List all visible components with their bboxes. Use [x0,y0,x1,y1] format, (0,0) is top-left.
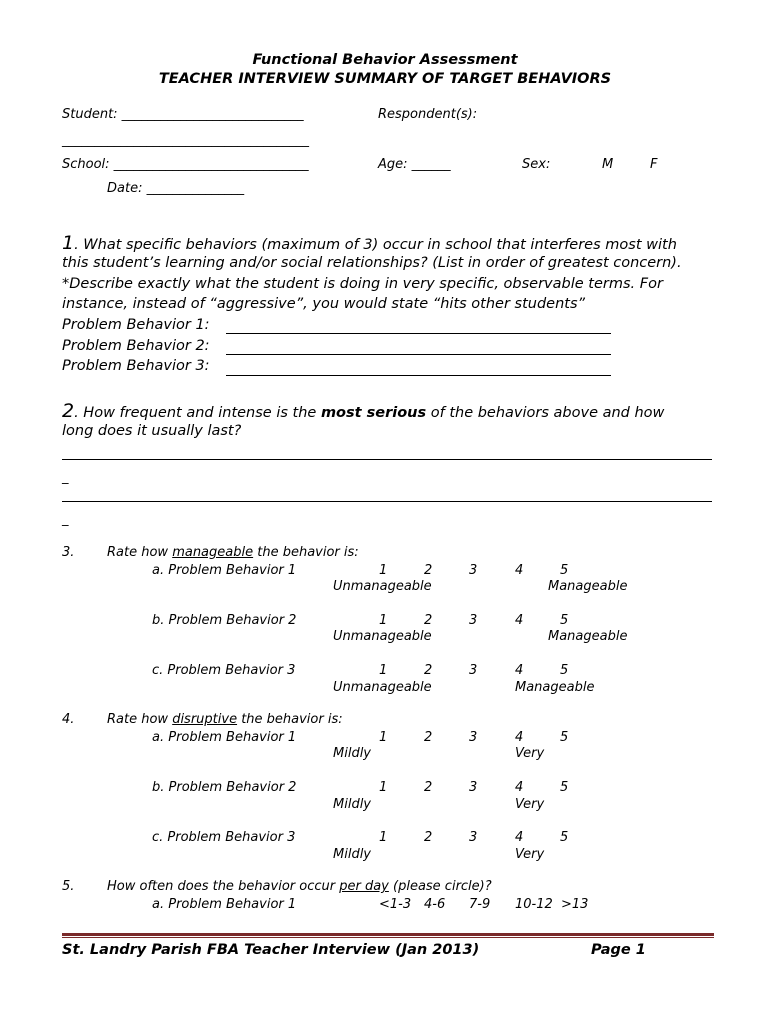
rating-4[interactable]: 4 [515,663,524,678]
student-field[interactable]: Student: ____________________________ [62,107,304,122]
school-field[interactable]: School: ______________________________ [62,157,309,172]
rating-1[interactable]: 1 [379,663,388,678]
sex-label: Sex: [522,157,551,172]
scale-low-label: Mildly [333,797,371,812]
question-5-number: 5. [62,879,75,894]
question-2-number: 2 [62,400,75,422]
rating-2[interactable]: 2 [424,730,433,745]
question-1-line-2: this student’s learning and/or social relationships? (List in order of greatest concern). [62,255,682,271]
problem-behavior-1-label: Problem Behavior 1: [62,317,210,333]
date-field[interactable]: Date: _______________ [107,181,245,196]
scale-low-label: Unmanageable [333,680,432,695]
answer-line-2[interactable] [62,501,712,502]
item-label: c. Problem Behavior 3 [152,830,296,845]
rating-3[interactable]: 3 [469,780,478,795]
question-1-line-1 [62,232,677,254]
problem-behavior-2-label: Problem Behavior 2: [62,338,210,354]
question-3-keyword: manageable [172,545,254,560]
sex-option-m[interactable]: M [602,157,614,172]
respondents-label: Respondent(s): [378,107,478,122]
item-label: a. Problem Behavior 1 [152,563,297,578]
question-4-number: 4. [62,712,75,727]
rating-4[interactable]: 4 [515,780,524,795]
item-label: c. Problem Behavior 3 [152,663,296,678]
problem-behavior-2-line[interactable] [226,354,611,355]
frequency-option-2[interactable]: 4-6 [424,897,446,912]
answer-line-1-dash: _ [62,470,69,485]
rating-1[interactable]: 1 [379,730,388,745]
question-1-number: 1 [62,232,75,254]
rating-2[interactable]: 2 [424,830,433,845]
question-5-pre: How often does the behavior occur [107,879,340,894]
scale-low-label: Mildly [333,746,371,761]
question-3-number: 3. [62,545,75,560]
answer-line-2-dash: _ [62,512,69,527]
question-3-text [107,545,359,560]
rating-2[interactable]: 2 [424,780,433,795]
rating-4[interactable]: 4 [515,730,524,745]
rating-4[interactable]: 4 [515,830,524,845]
question-5-post: (please circle)? [388,879,492,894]
rating-2[interactable]: 2 [424,613,433,628]
rating-4[interactable]: 4 [515,613,524,628]
question-2-prefix: . How frequent and intense is the [74,405,321,421]
scale-high-label: Very [515,797,545,812]
question-4-keyword: disruptive [172,712,238,727]
problem-behavior-1-line[interactable] [226,333,611,334]
rating-5[interactable]: 5 [560,613,569,628]
rating-1[interactable]: 1 [379,563,388,578]
respondents-blank-line[interactable]: ______________________________________ [62,133,309,148]
frequency-option-5[interactable]: >13 [561,897,589,912]
item-label: b. Problem Behavior 2 [152,780,297,795]
answer-line-1[interactable] [62,459,712,460]
question-1-line-3: *Describe exactly what the student is doing in very specific, observable terms. For [62,276,663,292]
rating-2[interactable]: 2 [424,663,433,678]
rating-1[interactable]: 1 [379,830,388,845]
footer-title: St. Landry Parish FBA Teacher Interview (Jan 2013) [62,942,480,958]
rating-5[interactable]: 5 [560,563,569,578]
question-1-text: . What specific behaviors (maximum of 3) occur in school that interferes most with [74,237,677,253]
rating-5[interactable]: 5 [560,830,569,845]
question-4-post: the behavior is: [237,712,343,727]
frequency-option-3[interactable]: 7-9 [469,897,491,912]
question-2-line-1 [62,400,664,422]
question-2-emphasis: most serious [320,405,427,421]
age-field[interactable]: Age: ______ [378,157,451,172]
scale-low-label: Unmanageable [333,579,432,594]
item-label: b. Problem Behavior 2 [152,613,297,628]
page-number: Page 1 [591,942,646,958]
scale-high-label: Manageable [548,629,628,644]
rating-3[interactable]: 3 [469,730,478,745]
rating-3[interactable]: 3 [469,830,478,845]
form-subtitle: TEACHER INTERVIEW SUMMARY OF TARGET BEHAVIORS [158,71,612,87]
rating-4[interactable]: 4 [515,563,524,578]
rating-5[interactable]: 5 [560,780,569,795]
scale-low-label: Unmanageable [333,629,432,644]
question-4-text [107,712,343,727]
rating-5[interactable]: 5 [560,730,569,745]
frequency-option-4[interactable]: 10-12 [515,897,553,912]
question-2-suffix: of the behaviors above and how [426,405,665,421]
item-label: a. Problem Behavior 1 [152,730,297,745]
scale-high-label: Very [515,847,545,862]
footer-rule-thin [62,937,714,938]
question-5-keyword: per day [339,879,389,894]
frequency-option-1[interactable]: <1-3 [379,897,412,912]
footer-rule-thick [62,933,714,936]
scale-low-label: Mildly [333,847,371,862]
question-5-text [107,879,492,894]
question-2-line-2: long does it usually last? [62,423,242,439]
rating-1[interactable]: 1 [379,780,388,795]
question-4-pre: Rate how [107,712,173,727]
form-title: Functional Behavior Assessment [252,52,518,68]
sex-option-f[interactable]: F [650,157,658,172]
rating-2[interactable]: 2 [424,563,433,578]
problem-behavior-3-label: Problem Behavior 3: [62,358,210,374]
scale-high-label: Manageable [548,579,628,594]
rating-3[interactable]: 3 [469,663,478,678]
question-3-post: the behavior is: [253,545,359,560]
scale-high-label: Very [515,746,545,761]
question-5-item-a-label: a. Problem Behavior 1 [152,897,297,912]
rating-5[interactable]: 5 [560,663,569,678]
rating-3[interactable]: 3 [469,563,478,578]
scale-high-label: Manageable [515,680,595,695]
question-3-pre: Rate how [107,545,173,560]
rating-1[interactable]: 1 [379,613,388,628]
problem-behavior-3-line[interactable] [226,375,611,376]
question-1-line-4: instance, instead of “aggressive”, you would state “hits other students” [62,296,586,312]
rating-3[interactable]: 3 [469,613,478,628]
